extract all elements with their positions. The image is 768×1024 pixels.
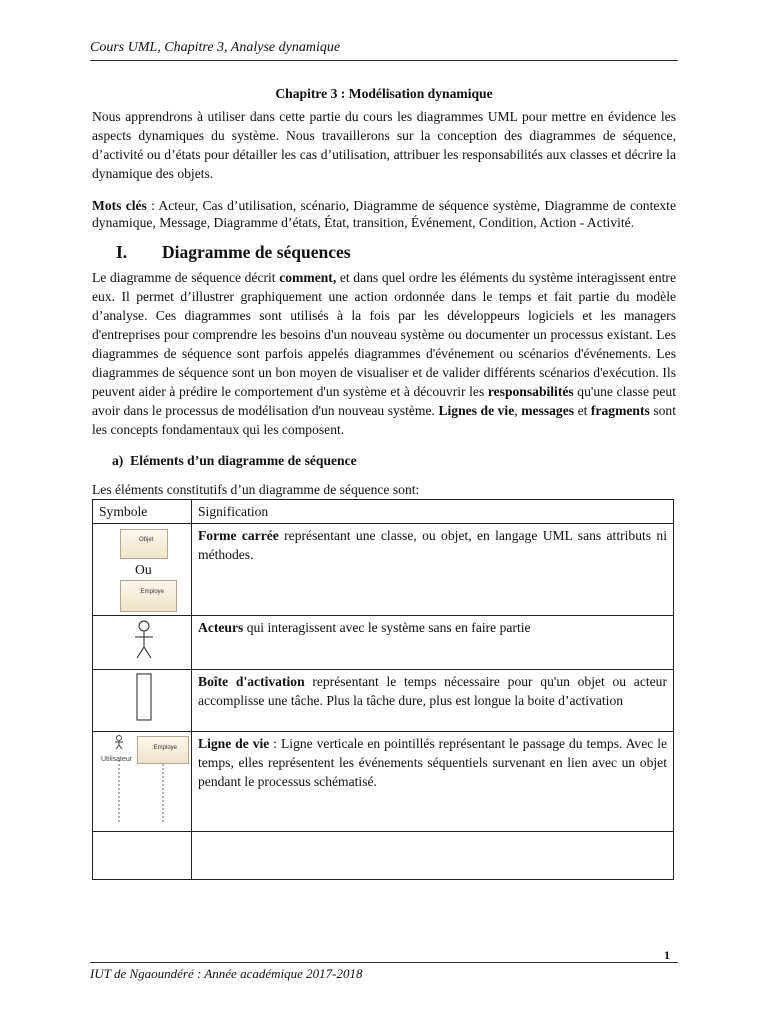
section-text-1: Le diagramme de séquence décrit (92, 270, 280, 285)
table-row (93, 732, 674, 832)
table-row-empty (93, 832, 674, 880)
page-footer: IUT de Ngaoundéré : Année académique 2017-2018 (90, 962, 678, 982)
row-description: : Ligne verticale en pointillés représentant le passage du temps. Avec le temps, elles représentent les événements séquentiels survenant en lien avec un objet pendant le processus schématisé. (198, 736, 668, 789)
object-box-label: Objet (139, 537, 154, 543)
section-text-2: et dans quel ordre les éléments du système interagissent entre eux. Il permet d’illustrer graphiquement une action ordonnée dans le temps et fait partie du modèle d’analyse. Ces diagrammes sont utilisés à la fois par les développeurs logiciels et les managers d'entreprises pour comprendre les besoins d'un nouveau système ou documenter un processus existant. Les diagrammes de séquence sont parfois appelés diagrammes d'événement ou scénarios d'événements. Les diagrammes de séquence sont un bon moyen de visualiser et de valider différents scénarios d'exécution. Ils peuvent aider à prédire le comportement d'un système et à découvrir les (92, 270, 676, 399)
row-description: représentant le temps nécessaire pour qu'un objet ou acteur accomplisse une tâche. Plus la tâche dure, plus est longue la boite d’activation (198, 674, 667, 708)
symbol-actor (93, 616, 192, 670)
section-text-3: qu'une classe peut avoir dans le processus de modélisation d'un nouveau système. (92, 384, 676, 418)
subsection-label: a) (112, 453, 124, 468)
page-content (92, 84, 676, 880)
page-header: Cours UML, Chapitre 3, Analyse dynamique (90, 40, 678, 61)
subsection-intro: Les éléments constitutifs d’un diagramme de séquence sont: (92, 482, 420, 497)
row-meaning (192, 732, 674, 832)
or-label: Ou (135, 562, 152, 577)
table-row (93, 524, 674, 616)
table-header-row (93, 500, 674, 524)
object-box-icon (120, 529, 168, 559)
elements-table (92, 499, 674, 880)
lifeline-box-icon (137, 736, 189, 764)
section-bold-messages: messages (521, 403, 575, 418)
empty-cell (93, 832, 192, 880)
table-header-symbol: Symbole (93, 500, 192, 524)
table-header-meaning: Signification (192, 500, 674, 524)
section-bold-lignes: Lignes de vie (438, 403, 515, 418)
lifeline-actor-label: Utilisateur (101, 756, 133, 763)
symbol-object-box (93, 524, 192, 616)
row-term: Boîte d'activation (198, 674, 305, 689)
section-number: I. (116, 242, 128, 262)
symbol-lifeline (93, 732, 192, 832)
keywords-text: : Acteur, Cas d’utilisation, scénario, Diagramme de séquence système, Diagramme de contexte dynamique, Message, Diagramme d’états, État, transition, Événement, Condition, Action - Activité. (92, 198, 676, 230)
page-number: 1 (664, 948, 670, 962)
activation-box-icon (95, 672, 185, 724)
employee-box-label: :Employe (139, 589, 165, 595)
row-meaning (192, 616, 674, 670)
section-paragraph (92, 268, 676, 439)
actor-icon (95, 618, 185, 662)
row-term: Ligne de vie (198, 736, 270, 751)
subsection-heading (112, 451, 676, 470)
chapter-intro: Nous apprendrons à utiliser dans cette partie du cours les diagrammes UML pour mettre en évidence les aspects dynamiques du système. Nous travaillerons sur la conception des diagrammes de séquence, d’activité ou d’états pour détailler les cas d’utilisation, attribuer les responsabilités aux classes et décrire la dynamique des objets. (92, 109, 676, 181)
section-bold-comment: comment, (279, 270, 337, 285)
row-term: Acteurs (198, 620, 244, 635)
row-term: Forme carrée (198, 528, 279, 543)
section-comma: , (514, 403, 522, 418)
section-et: et (574, 403, 591, 418)
chapter-title: Chapitre 3 : Modélisation dynamique (275, 86, 493, 101)
empty-cell (192, 832, 674, 880)
lifeline-box-label: :Employe (152, 745, 178, 751)
symbol-activation-box (93, 670, 192, 732)
keywords-label: Mots clés (92, 198, 147, 213)
section-bold-fragments: fragments (590, 403, 650, 418)
section-heading (92, 243, 676, 262)
keywords-paragraph (92, 197, 676, 231)
section-title: Diagramme de séquences (162, 242, 351, 262)
row-meaning (192, 670, 674, 732)
subsection-title: Eléments d’un diagramme de séquence (130, 453, 357, 468)
row-description: représentant une classe, ou objet, en langage UML sans attributs ni méthodes. (198, 528, 667, 562)
section-text-4: sont les concepts fondamentaux qui les composent. (92, 403, 677, 437)
section-bold-responsabilites: responsabilités (487, 384, 574, 399)
row-description: qui interagissent avec le système sans en faire partie (243, 620, 531, 635)
employee-box-icon (120, 580, 177, 612)
table-row (93, 670, 674, 732)
row-meaning (192, 524, 674, 616)
table-row (93, 616, 674, 670)
